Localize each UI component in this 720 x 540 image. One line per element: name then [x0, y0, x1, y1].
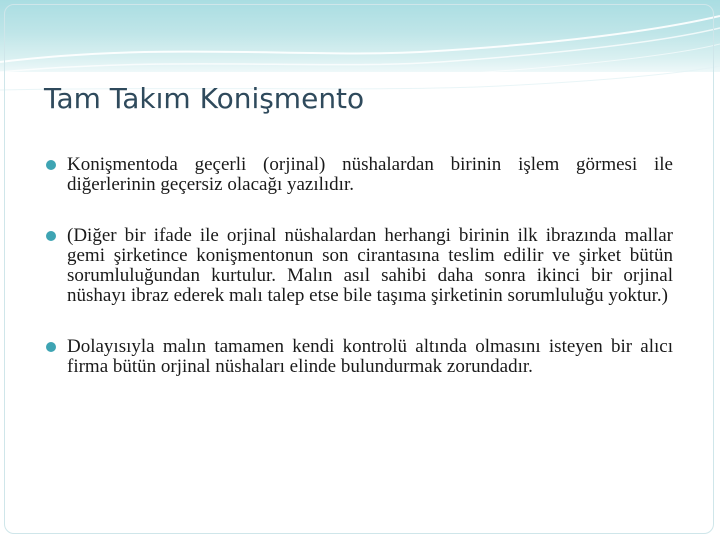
bullet-item [46, 155, 673, 195]
bullet-dot-icon [46, 231, 56, 241]
bullet-item [46, 226, 673, 306]
bullet-text: Konişmentoda geçerli (orjinal) nüshalardan birinin işlem görmesi ile diğerlerinin geçersiz olacağı yazılıdır. [67, 154, 673, 195]
bullet-list [46, 155, 673, 408]
bullet-text: (Diğer bir ifade ile orjinal nüshalardan herhangi birinin ilk ibrazında mallar gemi şirketince konişmentonun son cirantasına teslim edilir ve şirket bütün sorumluluğundan kurtulur. Malın asıl sahibi daha sonra ikinci bir orjinal nüshayı ibraz ederek malı talep etse bile taşıma şirketinin sorumluluğu yoktur.) [67, 225, 673, 306]
slide-title: Tam Takım Konişmento [44, 82, 365, 115]
bullet-dot-icon [46, 160, 56, 170]
bullet-dot-icon [46, 342, 56, 352]
bullet-text: Dolayısıyla malın tamamen kendi kontrolü altında olmasını isteyen bir alıcı firma bütün orjinal nüshaları elinde bulundurmak zorundadır. [67, 336, 673, 377]
bullet-item [46, 337, 673, 377]
